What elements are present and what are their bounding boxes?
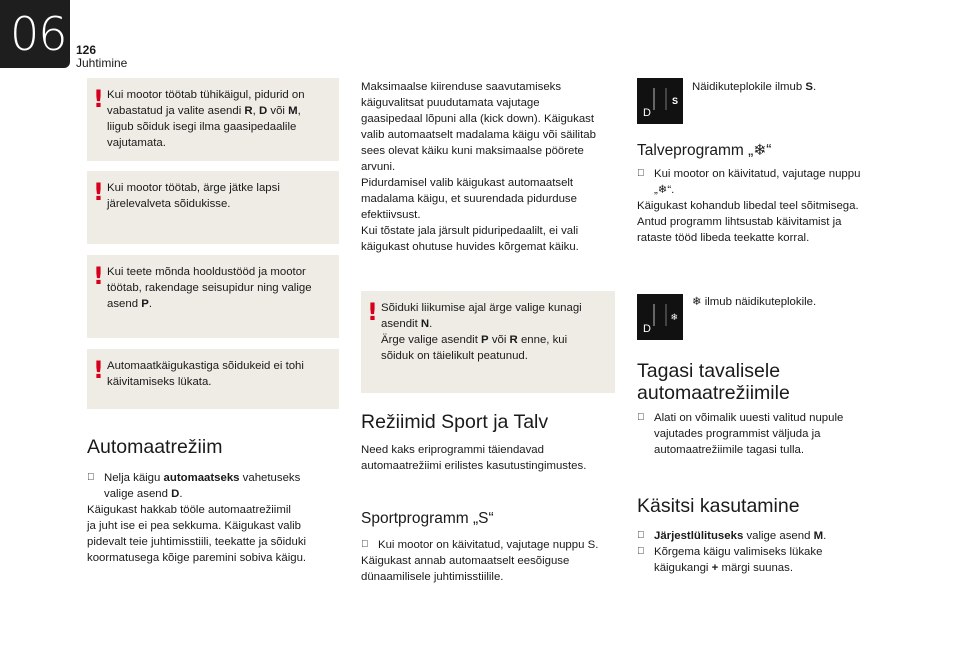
paragraph-sport-talv: Need kaks eriprogrammi täiendavad automaatrežiimi erilistes kasutustingimustes. — [361, 444, 587, 472]
warning-icon: ! — [93, 178, 104, 206]
chapter-title: Juhtimine — [76, 56, 128, 70]
section-title-sport: Sportprogramm „S“ — [361, 510, 494, 527]
warning-icon: ! — [93, 356, 104, 384]
warning-icon: ! — [93, 262, 104, 290]
warning-box-push-start: ! Automaatkäigukastiga sõidukeid ei tohi käivitamiseks lükata. — [87, 349, 339, 409]
bullet-tagasi: Alati on võimalik uuesti valitud nupule vajutades programmist väljuda ja automaatrežiimile tagasi tulla. — [637, 410, 897, 458]
bullet-arrow-icon — [87, 470, 95, 486]
warning-box-children: ! Kui mootor töötab, ärge jätke lapsi järelevalveta sõidukisse. — [87, 171, 339, 244]
bullet-arrow-icon — [637, 528, 645, 544]
gear-indicator-icon — [653, 304, 667, 326]
paragraph-talv: Käigukast kohandub libedal teel sõitmisega. Antud programm lihtsustab käivitamist ja rataste tööd libeda teekatte korral. — [637, 200, 859, 244]
warning-box-maintenance: ! Kui teete mõnda hooldustööd ja mootor töötab, rakendage seisupidur ning valige asend P. — [87, 255, 339, 338]
instrument-display-talv: D ❄ — [637, 294, 683, 340]
bullet-kasitsi-1: Järjestlülituseks valige asend M. — [637, 528, 897, 544]
bullet-arrow-icon — [637, 410, 645, 426]
bullet-arrow-icon — [637, 544, 645, 560]
gear-indicator-icon — [653, 88, 667, 110]
chapter-number: 06 — [10, 7, 67, 61]
bullet-arrow-icon — [637, 166, 645, 182]
section-title-automaatreziim: Automaatrežiim — [87, 436, 223, 458]
bullet-talv: Kui mootor on käivitatud, vajutage nuppu „❄“. — [637, 166, 887, 198]
chapter-tab — [0, 0, 70, 68]
warning-icon: ! — [367, 298, 378, 326]
bullet-arrow-icon — [361, 537, 369, 553]
section-title-talv: Talveprogramm „❄“ — [637, 142, 772, 159]
warning-box-driving: ! Sõiduki liikumise ajal ärge valige kunagi asendit N. Ärge valige asendit P või R enne, kui sõiduk on täielikult peatunud. — [361, 291, 615, 393]
caption-display-talv: ❄ ilmub näidikuteplokile. — [692, 296, 817, 308]
warning-icon: ! — [93, 85, 104, 113]
snowflake-icon: ❄ — [670, 312, 678, 322]
paragraph-sport: Käigukast annab automaatselt eesõiguse dünaamilisele juhtimisstiilile. — [361, 555, 570, 583]
section-title-tagasi: Tagasi tavalisele automaatrežiimile — [637, 360, 790, 404]
section-title-sport-talv: Režiimid Sport ja Talv — [361, 411, 549, 433]
caption-display-sport: Näidikuteplokile ilmub S. — [692, 81, 817, 93]
paragraph-kickdown: Maksimaalse kiirenduse saavutamiseks käiguvalitsat puudutamata vajutage gaasipedaal lõpuni alla (kick down). Käigukast valib automaatselt madalama käigu või säilitab sees olevat käiku kuni maksimaalse pöörete arvuni. Pidurdamisel valib käigukast automaatselt madalama käigu, et suurendada pidurduse efektiivsust. Kui tõstate jala järsult piduripedaalilt, ei vali käigukast ohutuse huvides kõrgemat käiku. — [361, 81, 596, 253]
bullet-sport: Kui mootor on käivitatud, vajutage nuppu S. — [361, 537, 623, 553]
bullet-automaatreziim: Nelja käigu automaatseks vahetuseks valige asend D. — [87, 470, 342, 502]
page-number: 126 — [76, 43, 97, 57]
instrument-display-sport: D S — [637, 78, 683, 124]
bullet-kasitsi-2: Kõrgema käigu valimiseks lükake käigukangi + märgi suunas. — [637, 544, 897, 576]
paragraph-automaatreziim: Käigukast hakkab tööle automaatrežiimil ja juht ise ei pea sekkuma. Käigukast valib pidevalt teie juhtimisstiili, teekatte ja sõiduki koormatusega kõige paremini sobiva käigu. — [87, 504, 307, 564]
section-title-kasitsi: Käsitsi kasutamine — [637, 495, 800, 517]
warning-box-idle-gear: ! Kui mootor töötab tühikäigul, pidurid on vabastatud ja valite asendi R, D või M, liigub sõiduk isegi ilma gaasipedaalile vajutamata. — [87, 78, 339, 161]
